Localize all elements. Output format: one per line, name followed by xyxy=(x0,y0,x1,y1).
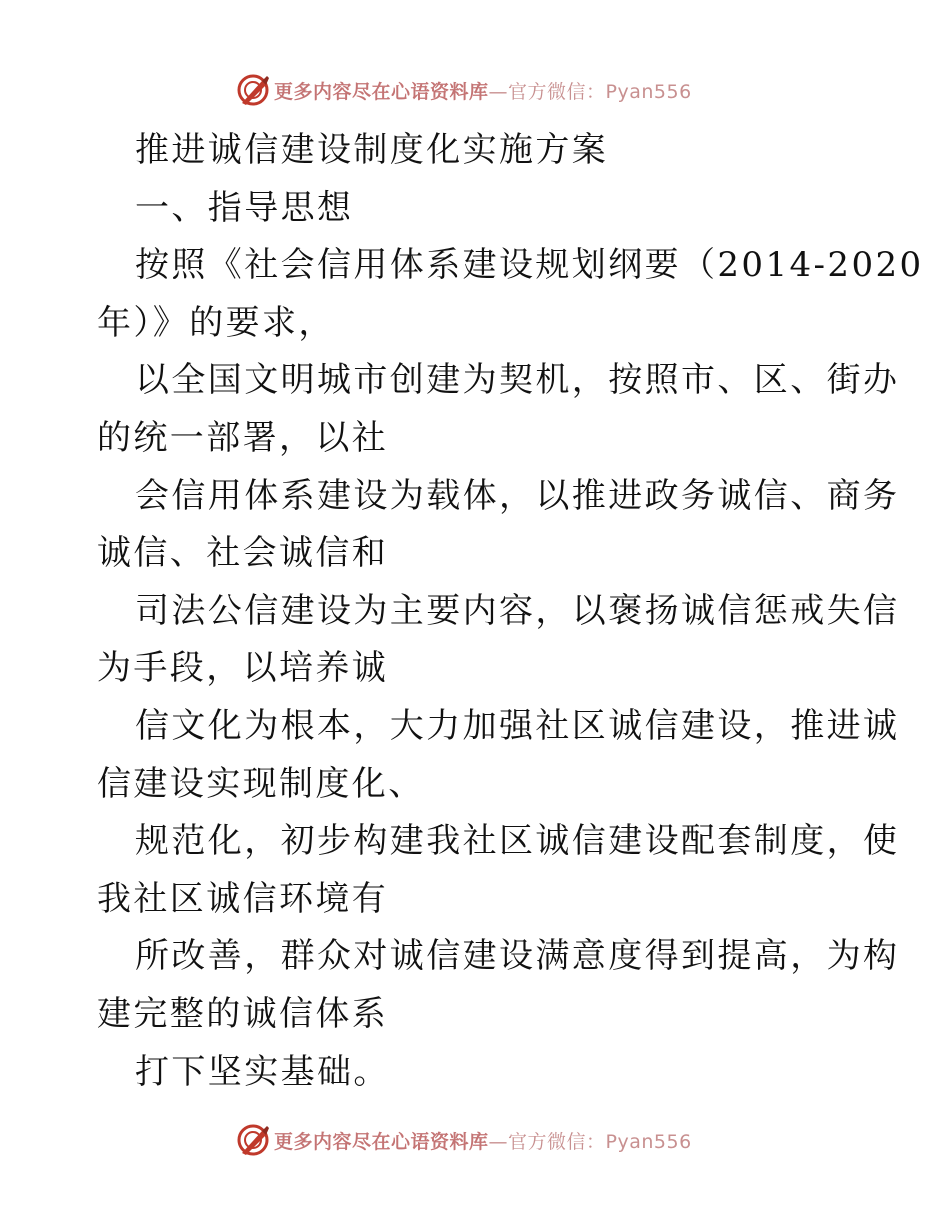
paragraph-line: 诚信、社会诚信和 xyxy=(97,533,389,574)
paragraph-line: 的统一部署，以社 xyxy=(97,417,389,458)
watermark-text xyxy=(274,1127,692,1154)
paragraph-line: 打下坚实基础。 xyxy=(135,1051,390,1092)
document-body xyxy=(97,122,924,1101)
watermark-text xyxy=(274,77,692,104)
watermark-main-text: 更多内容尽在心语资料库 xyxy=(274,1130,489,1153)
section-heading: 一、指导思想 xyxy=(135,187,354,228)
paragraph-line: 会信用体系建设为载体，以推进政务诚信、商务 xyxy=(135,475,900,516)
watermark-sub-text: —官方微信：Pyan556 xyxy=(488,80,692,103)
document-title: 推进诚信建设制度化实施方案 xyxy=(135,130,609,170)
pen-logo-icon xyxy=(236,1123,270,1157)
pen-logo-icon xyxy=(236,73,270,107)
paragraph-line: 信建设实现制度化、 xyxy=(97,763,425,804)
paragraph-line: 我社区诚信环境有 xyxy=(97,878,389,919)
header-watermark xyxy=(236,72,692,108)
paragraph-line: 建完整的诚信体系 xyxy=(97,993,389,1034)
paragraph-line: 为手段，以培养诚 xyxy=(97,648,389,689)
watermark-main-text: 更多内容尽在心语资料库 xyxy=(274,80,489,103)
paragraph-line: 信文化为根本，大力加强社区诚信建设，推进诚 xyxy=(135,705,900,746)
paragraph-line: 所改善，群众对诚信建设满意度得到提高，为构 xyxy=(135,936,900,977)
watermark-sub-text: —官方微信：Pyan556 xyxy=(488,1130,692,1153)
paragraph-line: 规范化，初步构建我社区诚信建设配套制度，使 xyxy=(135,821,900,862)
paragraph-line: 按照《社会信用体系建设规划纲要（2014-2020 xyxy=(135,245,924,286)
paragraph-line: 以全国文明城市创建为契机，按照市、区、街办 xyxy=(135,360,900,401)
footer-watermark xyxy=(236,1122,692,1158)
paragraph-line: 司法公信建设为主要内容，以褒扬诚信惩戒失信 xyxy=(135,590,900,631)
paragraph-line: 年）》的要求， xyxy=(97,302,335,343)
